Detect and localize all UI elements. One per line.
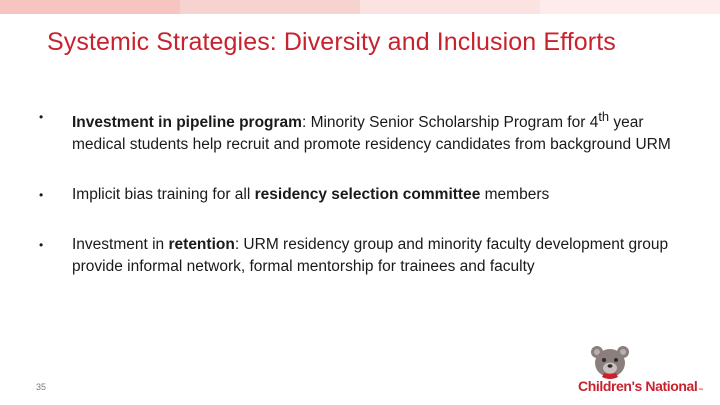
- trademark-symbol: ™: [698, 388, 704, 394]
- strip-segment: [180, 0, 360, 14]
- bullet-emphasis: retention: [168, 236, 235, 254]
- strip-segment: [0, 0, 180, 14]
- slide-number: 35: [36, 382, 47, 392]
- bullet-text-part: : Minority Senior Scholarship Program for 4: [301, 114, 599, 132]
- bullet-item: [37, 184, 687, 206]
- bullet-text: [72, 184, 687, 206]
- bullet-item: [37, 234, 687, 278]
- bullet-list: [37, 106, 687, 278]
- logo-text: Children's National: [578, 378, 698, 394]
- logo-wordmark: [578, 378, 703, 394]
- bullet-text-part: year medical students help recruit and promote residency candidates from background URM: [72, 114, 671, 154]
- bullet-text-part: : URM residency group and minority faculty development group provide informal network, formal mentorship for trainees and faculty: [72, 236, 669, 276]
- bullet-text: [72, 106, 687, 156]
- childrens-national-logo: [578, 344, 708, 398]
- bullet-emphasis: residency selection committee: [254, 186, 481, 204]
- strip-segment: [360, 0, 540, 14]
- strip-segment: [540, 0, 720, 14]
- bear-icon: [588, 344, 632, 380]
- bullet-text-part: Implicit bias training for all: [72, 186, 255, 204]
- bullet-symbol: •: [39, 188, 44, 203]
- bullet-text: [72, 234, 687, 278]
- bullet-symbol: •: [39, 238, 44, 253]
- bullet-item: [37, 106, 687, 156]
- bullet-symbol: •: [39, 110, 44, 124]
- top-color-strip: [0, 0, 720, 14]
- bullet-text-part: Investment in: [72, 236, 169, 254]
- bullet-text-part: members: [480, 186, 550, 204]
- slide-title: Systemic Strategies: Diversity and Inclusion Efforts: [47, 28, 616, 56]
- ordinal-superscript: th: [598, 109, 610, 124]
- bullet-emphasis: Investment in pipeline program: [72, 114, 302, 132]
